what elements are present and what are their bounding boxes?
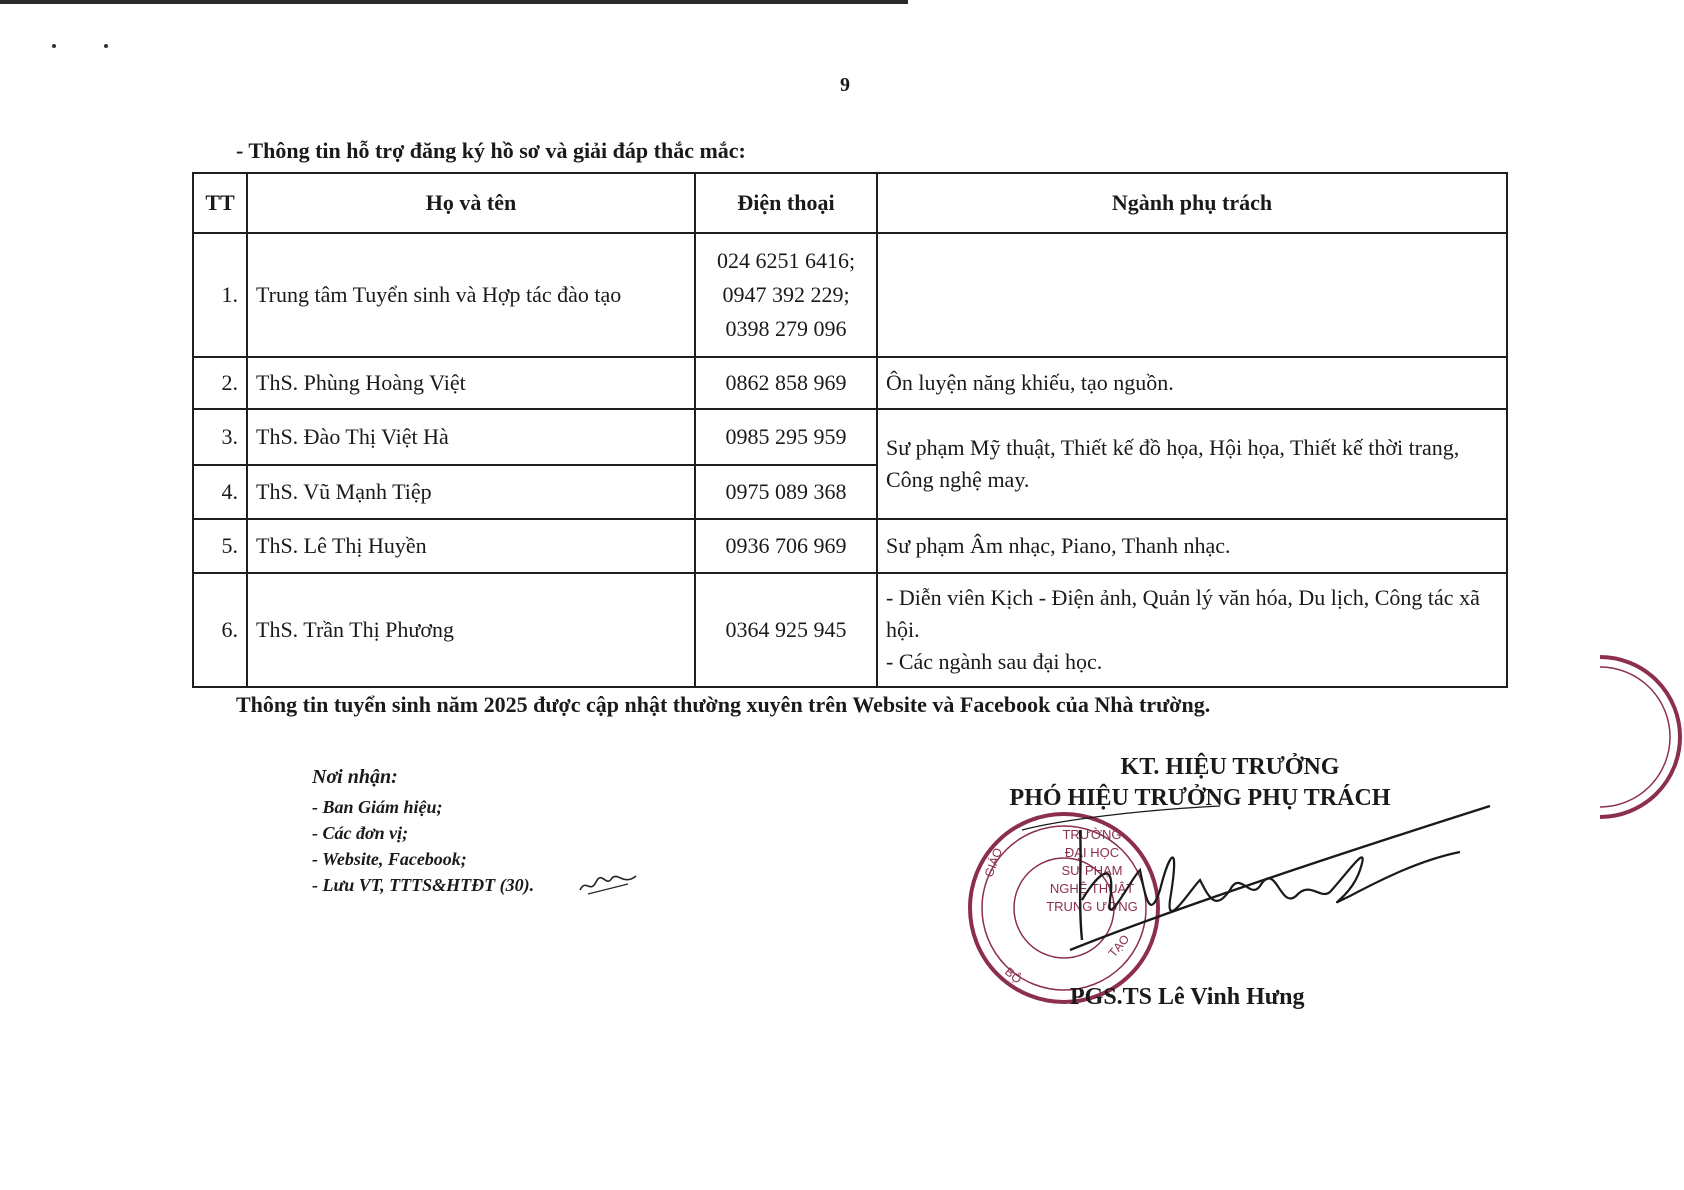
signature-line1: KT. HIỆU TRƯỞNG xyxy=(1120,754,1340,780)
svg-text:TẠO: TẠO xyxy=(1105,932,1133,960)
row-tt: 5. xyxy=(193,519,247,573)
scan-speck xyxy=(104,44,108,48)
row-name: ThS. Vũ Mạnh Tiệp xyxy=(247,465,695,519)
phone-line: 0947 392 229; xyxy=(722,282,850,307)
row-phone: 0936 706 969 xyxy=(695,519,877,573)
table-row xyxy=(193,409,1507,465)
row-major xyxy=(877,233,1507,357)
partial-seal-icon xyxy=(1600,652,1684,822)
page-number: 9 xyxy=(840,74,850,96)
recipient-item: - Lưu VT, TTTS&HTĐT (30). xyxy=(312,875,535,895)
row-phone: 0975 089 368 xyxy=(695,465,877,519)
phone-line: 0398 279 096 xyxy=(725,316,847,341)
signature-line2: PHÓ HIỆU TRƯỞNG PHỤ TRÁCH xyxy=(1009,785,1391,811)
seal-line: ĐẠI HỌC xyxy=(1064,845,1120,860)
major-line: - Diễn viên Kịch - Điện ảnh, Quản lý văn hóa, Du lịch, Công tác xã hội. xyxy=(886,585,1480,642)
major-line: - Các ngành sau đại học. xyxy=(886,649,1103,674)
recipients-block xyxy=(312,764,534,898)
header-phone: Điện thoại xyxy=(695,173,877,233)
row-name: ThS. Lê Thị Huyền xyxy=(247,519,695,573)
recipients-title: Nơi nhận: xyxy=(312,766,398,788)
recipient-item: - Ban Giám hiệu; xyxy=(312,797,443,817)
svg-text:BỘ: BỘ xyxy=(1002,964,1025,987)
row-tt: 3. xyxy=(193,409,247,465)
initials-mark-icon xyxy=(578,868,638,898)
seal-line: NGHỆ THUẬT xyxy=(1049,881,1135,896)
row-phone: 0862 858 969 xyxy=(695,357,877,409)
footer-note: Thông tin tuyển sinh năm 2025 được cập nhật thường xuyên trên Website và Facebook của Nhà trường. xyxy=(236,692,1211,717)
scan-top-edge xyxy=(0,0,908,4)
row-phone xyxy=(695,233,877,357)
row-major xyxy=(877,573,1507,687)
table-row xyxy=(193,357,1507,409)
row-tt: 1. xyxy=(193,233,247,357)
signer-name: PGS.TS Lê Vinh Hưng xyxy=(1070,984,1305,1010)
row-tt: 6. xyxy=(193,573,247,687)
row-name: Trung tâm Tuyển sinh và Hợp tác đào tạo xyxy=(247,233,695,357)
header-major: Ngành phụ trách xyxy=(877,173,1507,233)
header-name: Họ và tên xyxy=(247,173,695,233)
recipient-item: - Website, Facebook; xyxy=(312,849,467,869)
handwritten-signature-icon xyxy=(1020,800,1500,980)
svg-text:GIÁO: GIÁO xyxy=(981,846,1006,880)
table-row xyxy=(193,233,1507,357)
row-major-shared: Sư phạm Mỹ thuật, Thiết kế đồ họa, Hội họa, Thiết kế thời trang, Công nghệ may. xyxy=(877,409,1507,519)
scan-speck xyxy=(52,44,56,48)
contacts-table xyxy=(192,172,1508,688)
intro-heading: - Thông tin hỗ trợ đăng ký hồ sơ và giải đáp thắc mắc: xyxy=(236,138,746,163)
row-name: ThS. Phùng Hoàng Việt xyxy=(247,357,695,409)
seal-line: TRƯỜNG xyxy=(1062,827,1122,842)
seal-line: TRUNG ƯƠNG xyxy=(1046,899,1138,914)
row-tt: 2. xyxy=(193,357,247,409)
row-name: ThS. Đào Thị Việt Hà xyxy=(247,409,695,465)
row-phone: 0364 925 945 xyxy=(695,573,877,687)
table-row xyxy=(193,519,1507,573)
table-row xyxy=(193,573,1507,687)
row-tt: 4. xyxy=(193,465,247,519)
table-header-row xyxy=(193,173,1507,233)
header-tt: TT xyxy=(193,173,247,233)
row-name: ThS. Trần Thị Phương xyxy=(247,573,695,687)
row-major: Sư phạm Âm nhạc, Piano, Thanh nhạc. xyxy=(877,519,1507,573)
row-major: Ôn luyện năng khiếu, tạo nguồn. xyxy=(877,357,1507,409)
phone-line: 024 6251 6416; xyxy=(716,248,856,273)
row-phone: 0985 295 959 xyxy=(695,409,877,465)
recipient-item: - Các đơn vị; xyxy=(312,823,409,843)
seal-line: SƯ PHẠM xyxy=(1061,863,1123,878)
